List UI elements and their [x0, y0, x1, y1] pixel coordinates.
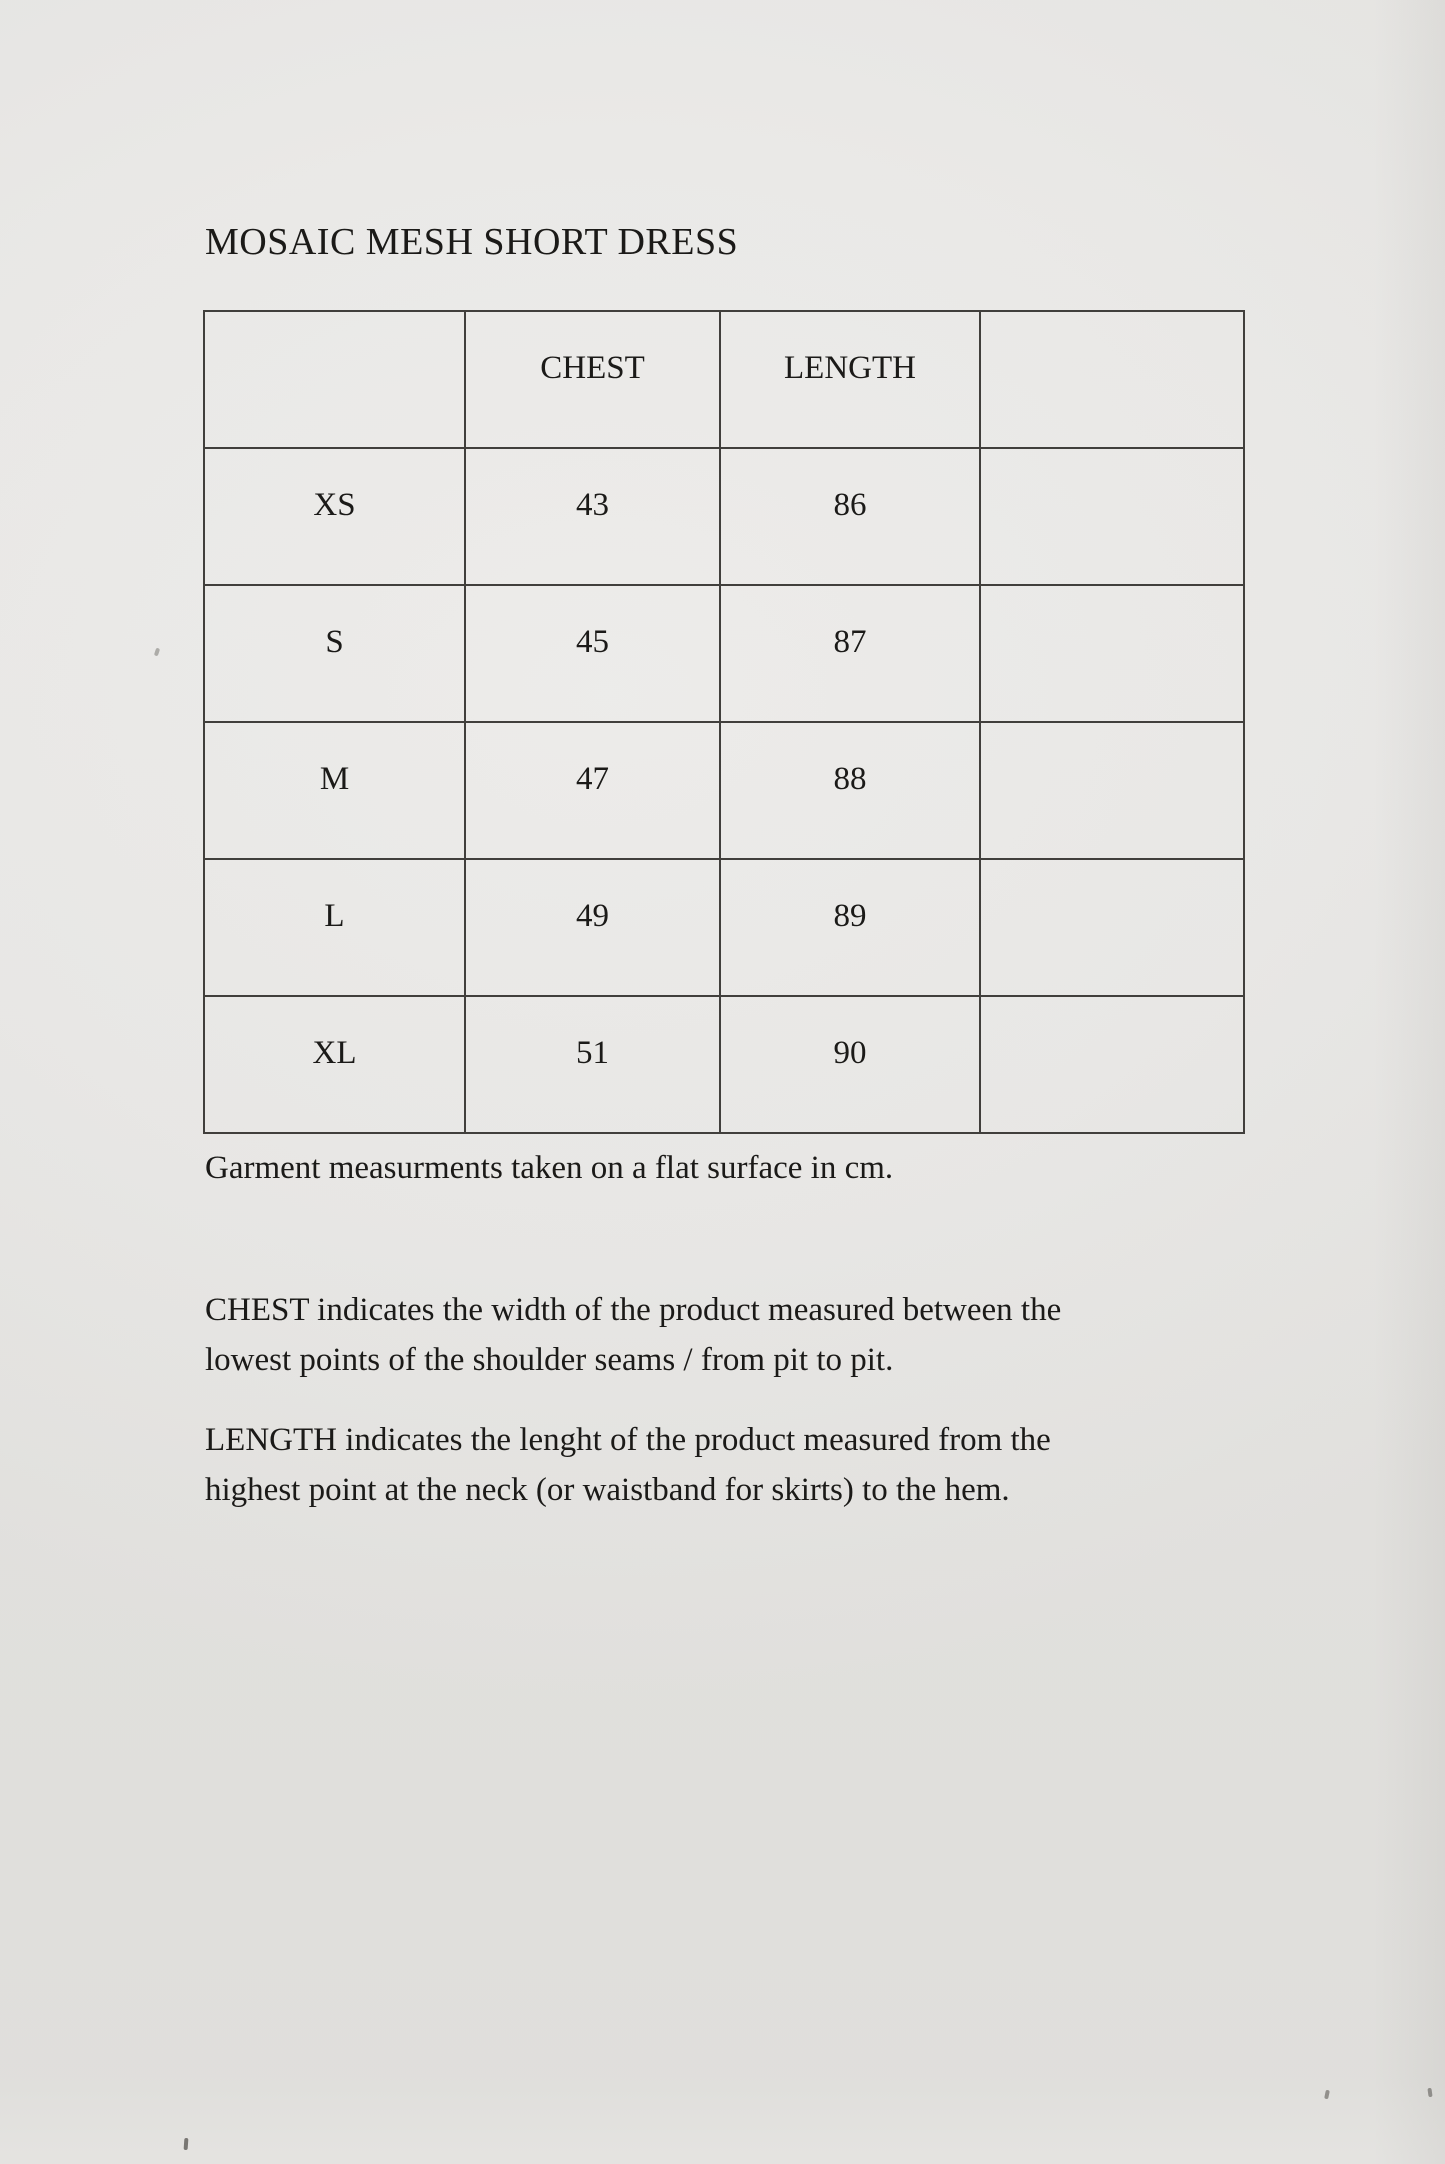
length-cell: 90	[720, 996, 980, 1133]
size-cell: XS	[204, 448, 465, 585]
header-row	[204, 311, 1244, 448]
length-note-line-2: highest point at the neck (or waistband for skirts) to the hem.	[205, 1472, 1010, 1508]
chest-cell: 49	[465, 859, 720, 996]
header-cell-empty	[204, 311, 465, 448]
length-cell: 89	[720, 859, 980, 996]
header-cell-chest: CHEST	[465, 311, 720, 448]
chest-cell: 45	[465, 585, 720, 722]
chest-cell: 51	[465, 996, 720, 1133]
product-title: MOSAIC MESH SHORT DRESS	[205, 221, 739, 263]
header-cell-length: LENGTH	[720, 311, 980, 448]
paper-speck	[1324, 2090, 1330, 2100]
chest-definition-note	[205, 1285, 1061, 1385]
extra-cell	[980, 859, 1244, 996]
size-cell: S	[204, 585, 465, 722]
chest-cell: 47	[465, 722, 720, 859]
extra-cell	[980, 722, 1244, 859]
size-chart-table	[203, 310, 1245, 1134]
chest-cell: 43	[465, 448, 720, 585]
extra-cell	[980, 448, 1244, 585]
size-cell: M	[204, 722, 465, 859]
length-definition-note	[205, 1415, 1051, 1515]
length-cell: 86	[720, 448, 980, 585]
table-row-m	[204, 722, 1244, 859]
table-row-l	[204, 859, 1244, 996]
header-cell-extra	[980, 311, 1244, 448]
length-cell: 87	[720, 585, 980, 722]
table-row-xl	[204, 996, 1244, 1133]
paper-speck	[154, 648, 160, 657]
paper-speck	[184, 2138, 189, 2150]
length-cell: 88	[720, 722, 980, 859]
chest-note-line-1: CHEST indicates the width of the product measured between the	[205, 1292, 1062, 1328]
size-cell: L	[204, 859, 465, 996]
size-cell: XL	[204, 996, 465, 1133]
length-note-line-1: LENGTH indicates the lenght of the product measured from the	[205, 1422, 1051, 1458]
chest-note-line-2: lowest points of the shoulder seams / from pit to pit.	[205, 1342, 894, 1378]
extra-cell	[980, 585, 1244, 722]
table-row-xs	[204, 448, 1244, 585]
paper-speck	[1427, 2088, 1432, 2097]
garment-measurement-note: Garment measurments taken on a flat surface in cm.	[205, 1150, 894, 1186]
extra-cell	[980, 996, 1244, 1133]
table-row-s	[204, 585, 1244, 722]
